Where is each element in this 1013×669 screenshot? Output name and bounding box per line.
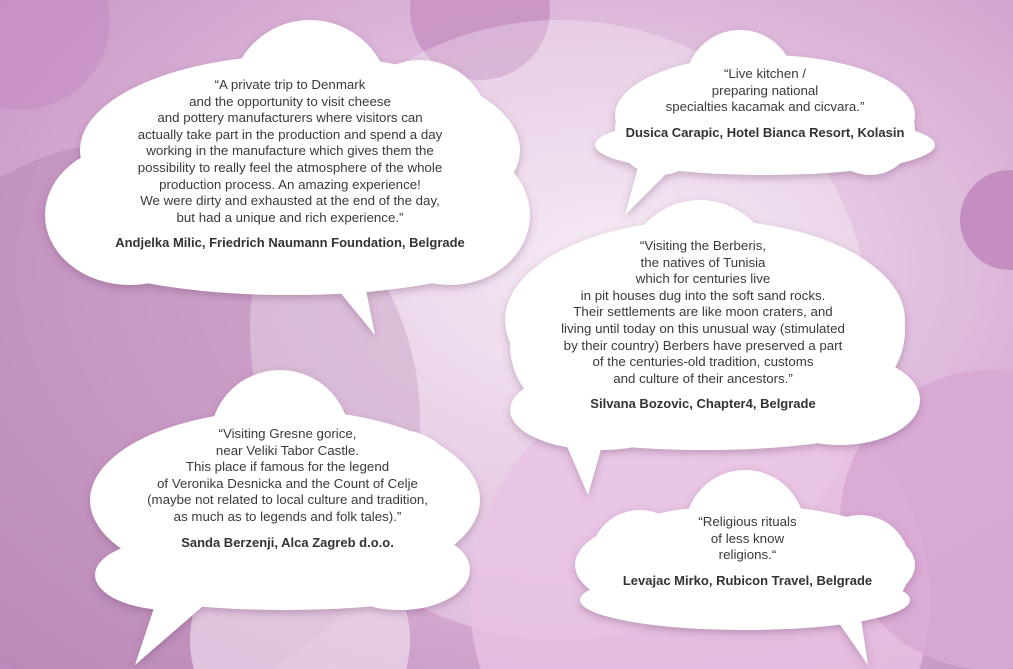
quote-text: “Visiting Gresne gorice, near Veliki Tabor Castle. This place if famous for the legend of Veronika Desnicka and the Count of Celje (maybe not related to local culture and tradition, as much as to legends and folk tales).” [147,426,428,524]
quote-author: Silvana Bozovic, Chapter4, Belgrade [590,396,816,412]
testimonial [95,426,480,550]
quote-author: Dusica Carapic, Hotel Bianca Resort, Kolasin [625,124,905,140]
quote-author: Andjelka Milic, Friedrich Naumann Foundation, Belgrade [115,235,465,251]
testimonial [488,238,918,411]
quote-text: “A private trip to Denmark and the opportunity to visit cheese and pottery manufacturers where visitors can actually take part in the production and spend a day working in the manufacture which gives them the possibility to really feel the atmosphere of the whole production process. An amazing experience! We were dirty and exhausted at the end of the day, but had a unique and rich experience.” [137,77,443,225]
testimonial [575,514,920,588]
testimonial [595,66,935,140]
quote-author: Sanda Berzenji, Alca Zagreb d.o.o. [181,534,394,550]
quote-author: Levajac Mirko, Rubicon Travel, Belgrade [622,572,873,588]
testimonial [60,77,520,250]
quote-text: “Religious rituals of less know religions.“ [698,514,797,563]
quote-text: “Live kitchen / preparing national specialties kacamak and cicvara.” [665,66,865,115]
quote-text: “Visiting the Berberis, the natives of Tunisia which for centuries live in pit houses dug into the soft sand rocks. Their settlements are like moon craters, and living until today on this unusual way (stimulated by their country) Berbers have preserved a part of the centuries-old tradition, customs and culture of their ancestors.” [561,238,845,386]
